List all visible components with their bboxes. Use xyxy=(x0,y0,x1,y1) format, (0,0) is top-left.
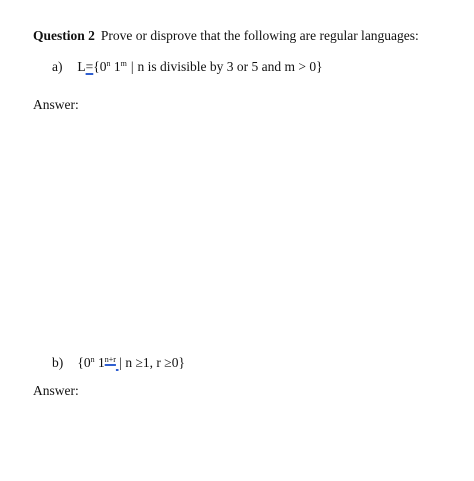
part-b xyxy=(52,355,185,371)
part-a-bar: | xyxy=(130,59,134,74)
part-b-exp-nr: n+r xyxy=(104,355,116,364)
part-b-bar-underlined: | xyxy=(115,355,122,370)
part-b-condition: n ≥1, r ≥0} xyxy=(122,355,185,370)
part-a-label: a) xyxy=(52,59,63,74)
answer-b-label: Answer: xyxy=(33,383,79,398)
question-number: Question 2 xyxy=(33,28,95,43)
part-a-language xyxy=(77,59,322,74)
part-a-exp-m: m xyxy=(120,59,127,68)
part-b-one: 1 xyxy=(94,355,105,370)
part-b-language xyxy=(77,355,185,370)
part-a-one: 1 xyxy=(110,59,121,74)
part-b-open: {0 xyxy=(77,355,91,370)
part-a-exp-n: n xyxy=(106,59,111,68)
part-a-condition: n is divisible by 3 or 5 and m > 0} xyxy=(137,59,323,74)
part-a-equals-underlined: = xyxy=(85,59,94,74)
part-b-exp-n: n xyxy=(90,355,95,364)
part-a xyxy=(52,59,323,75)
part-a-lang-prefix: L xyxy=(77,59,86,74)
part-a-open: {0 xyxy=(93,59,107,74)
answer-a-label: Answer: xyxy=(33,97,79,112)
question-heading xyxy=(33,28,419,44)
part-b-label: b) xyxy=(52,355,64,370)
question-prompt: Prove or disprove that the following are regular languages: xyxy=(100,28,419,43)
